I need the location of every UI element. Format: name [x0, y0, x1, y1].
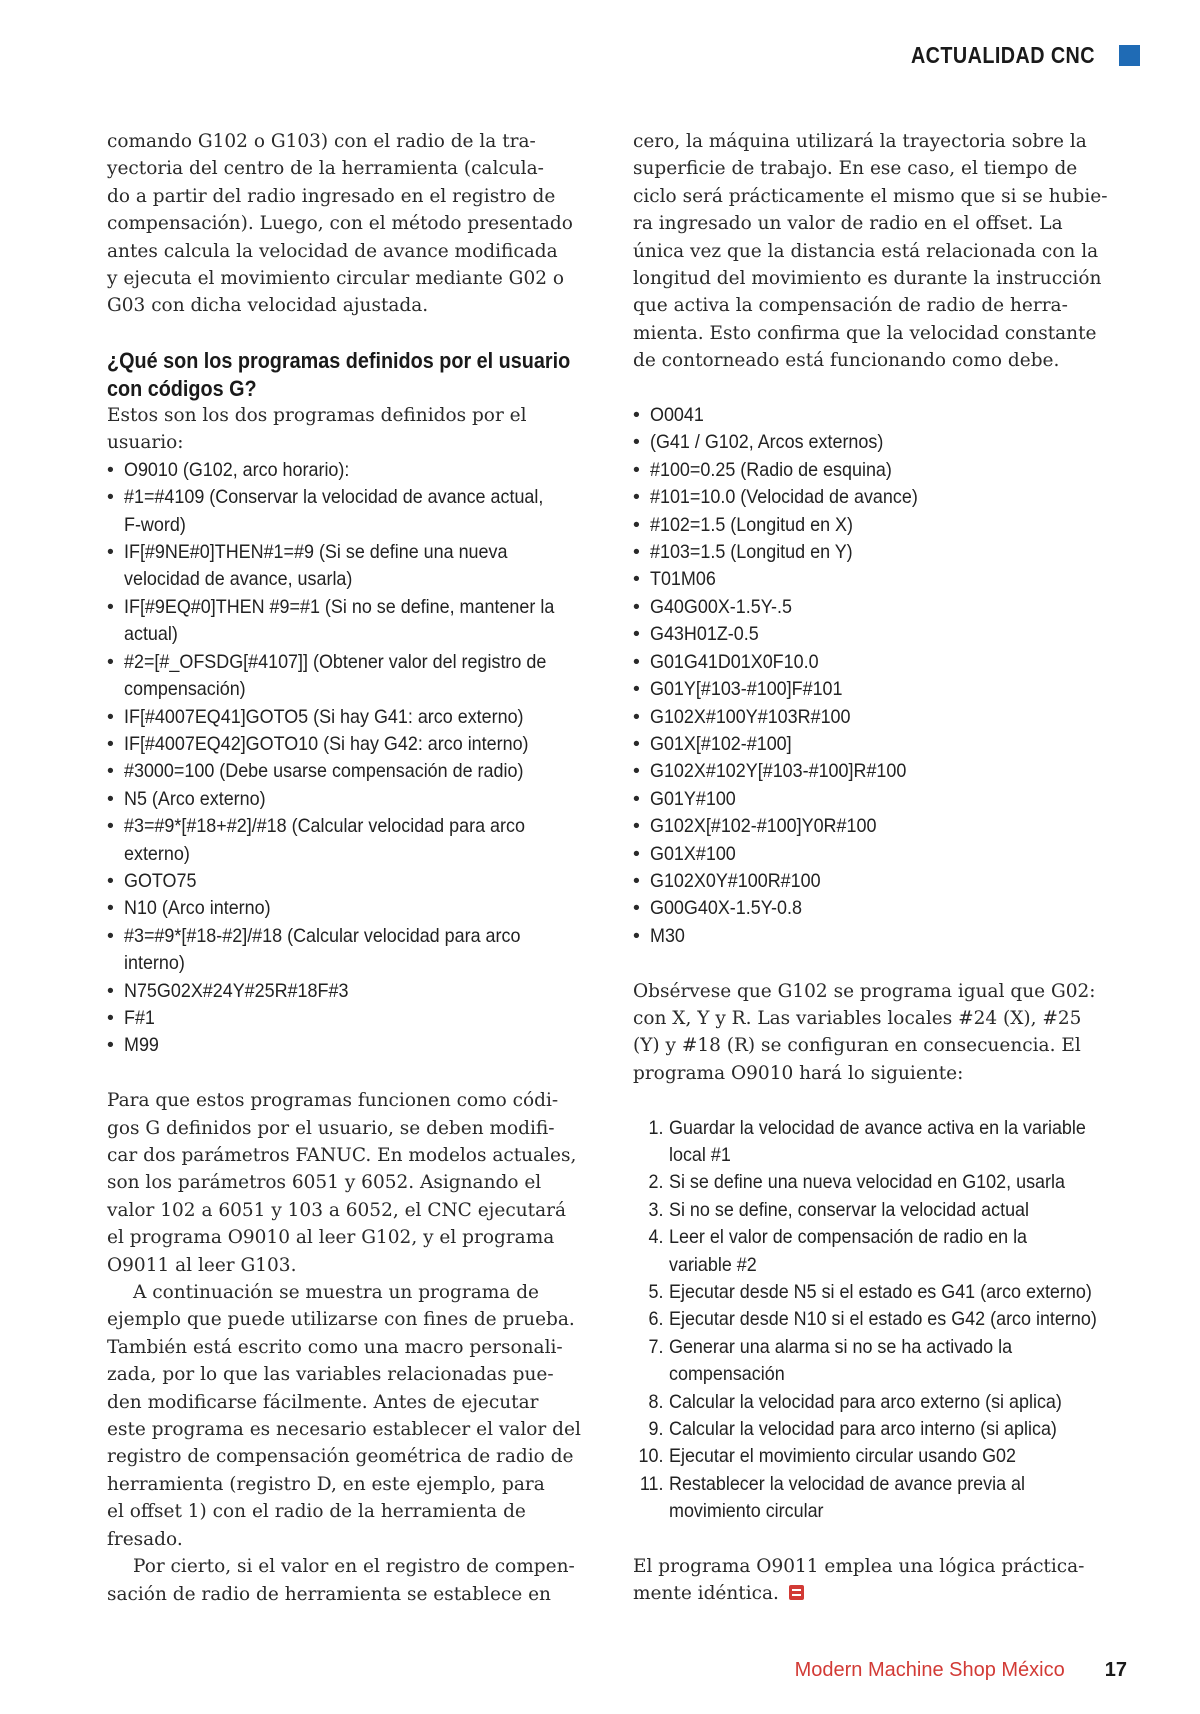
- test-program-list: [633, 402, 1123, 950]
- list-item: 2. Si se define una nueva velocidad en G102, usarla: [648, 1171, 1065, 1194]
- list-item: • #100=0.25 (Radio de esquina): [633, 458, 892, 481]
- list-item: • #101=10.0 (Velocidad de avance): [633, 486, 918, 509]
- text-line: El programa O9011 emplea una lógica práctica-: [633, 1556, 1085, 1578]
- text-line: son los parámetros 6051 y 6052. Asignando el: [107, 1172, 542, 1194]
- text-line: compensación). Luego, con el método presentado: [107, 213, 573, 235]
- text-line: yectoria del centro de la herramienta (calcula-: [107, 158, 544, 180]
- list-item: 8. Calcular la velocidad para arco externo (si aplica): [648, 1390, 1062, 1413]
- steps-list: [633, 1115, 1123, 1526]
- text-line: usuario:: [107, 432, 184, 454]
- heading-line: ¿Qué son los programas definidos por el usuario: [107, 348, 571, 374]
- text-line: También está escrito como una macro personali-: [107, 1336, 563, 1358]
- left-column: [107, 128, 592, 1608]
- list-item: • IF[#9EQ#0]THEN #9=#1 (Si no se define, mantener la actual): [107, 595, 555, 646]
- list-item: • IF[#4007EQ41]GOTO5 (Si hay G41: arco externo): [107, 705, 524, 728]
- list-item: • G102X#102Y[#103-#100]R#100: [633, 760, 907, 783]
- heading-line: con códigos G?: [107, 375, 257, 401]
- offset-paragraph: [107, 1553, 592, 1608]
- list-item: • G102X#100Y#103R#100: [633, 705, 851, 728]
- list-item: • G102X[#102-#100]Y0R#100: [633, 815, 877, 838]
- text-line: y ejecuta el movimiento circular mediante G02 o: [107, 268, 565, 290]
- text-line: den modificarse fácilmente. Antes de ejecutar: [107, 1391, 539, 1413]
- right-column: [633, 128, 1123, 1608]
- text-line: ciclo será prácticamente el mismo que si se hubie-: [633, 185, 1108, 207]
- text-line: (Y) y #18 (R) se configuran en consecuencia. El: [633, 1035, 1081, 1057]
- text-line: única vez que la distancia está relacionada con la: [633, 240, 1099, 262]
- list-item: 10. Ejecutar el movimiento circular usando G02: [638, 1445, 1017, 1468]
- text-line: herramienta (registro D, en este ejemplo, para: [107, 1473, 545, 1495]
- text-line: que activa la compensación de radio de herra-: [633, 295, 1068, 317]
- page-footer: [795, 1659, 1127, 1682]
- list-item: • (G41 / G102, Arcos externos): [633, 431, 884, 454]
- list-item: 5. Ejecutar desde N5 si el estado es G41 (arco externo): [648, 1281, 1092, 1304]
- text-line: longitud del movimiento es durante la instrucción: [633, 268, 1102, 290]
- list-item: 1. Guardar la velocidad de avance activa en la variable local #1: [648, 1116, 1086, 1166]
- text-line: este programa es necesario establecer el valor del: [107, 1419, 581, 1441]
- list-item: • #3=#9*[#18+#2]/#18 (Calcular velocidad para arco externo): [107, 815, 525, 865]
- section-marker: [1119, 45, 1140, 66]
- text-line: G03 con dicha velocidad ajustada.: [107, 295, 429, 317]
- publication-name: Modern Machine Shop México: [794, 1659, 1065, 1681]
- end-of-article-icon: [789, 1585, 804, 1600]
- text-line: mienta. Esto confirma que la velocidad constante: [633, 322, 1097, 344]
- list-item: • #3000=100 (Debe usarse compensación de radio): [107, 760, 524, 783]
- list-item: • #3=#9*[#18-#2]/#18 (Calcular velocidad para arco interno): [107, 924, 521, 975]
- list-item: 9. Calcular la velocidad para arco interno (si aplica): [648, 1418, 1057, 1441]
- section-heading: [107, 347, 592, 402]
- list-item: • #2=[#_OFSDG[#4107]] (Obtener valor del registro de compensación): [107, 650, 547, 701]
- list-item: • #102=1.5 (Longitud en X): [633, 513, 853, 536]
- list-item: 6. Ejecutar desde N10 si el estado es G42 (arco interno): [648, 1308, 1097, 1331]
- list-item: • IF[#4007EQ42]GOTO10 (Si hay G42: arco interno): [107, 732, 529, 755]
- text-line: do a partir del radio ingresado en el registro de: [107, 185, 556, 207]
- list-item: • IF[#9NE#0]THEN#1=#9 (Si se define una nueva velocidad de avance, usarla): [107, 541, 508, 591]
- list-item: • M99: [107, 1034, 159, 1057]
- list-item: • T01M06: [633, 568, 716, 591]
- list-item: • G01X#100: [633, 842, 736, 865]
- text-line: valor 102 a 6051 y 103 a 6052, el CNC ejecutará: [107, 1199, 566, 1221]
- list-item: • N5 (Arco externo): [107, 787, 266, 810]
- text-line: Obsérvese que G102 se programa igual que G02:: [633, 980, 1096, 1002]
- list-item: 3. Si no se define, conservar la velocidad actual: [648, 1198, 1030, 1221]
- list-item: • GOTO75: [107, 869, 197, 892]
- text-line: gos G definidos por el usuario, se deben modifi-: [107, 1117, 555, 1139]
- text-line: de contorneado está funcionando como debe.: [633, 350, 1060, 372]
- list-item: • G01G41D01X0F10.0: [633, 650, 819, 673]
- list-item: • N75G02X#24Y#25R#18F#3: [107, 979, 349, 1002]
- text-line: sación de radio de herramienta se establece en: [107, 1583, 551, 1605]
- parameters-paragraph: [107, 1087, 592, 1279]
- text-line: fresado.: [107, 1528, 183, 1550]
- g102-paragraph: [633, 978, 1123, 1088]
- text-line: ejemplo que puede utilizarse con fines de prueba.: [107, 1309, 575, 1331]
- text-line: ra ingresado un valor de radio en el offset. La: [633, 213, 1063, 235]
- text-line: Estos son los dos programas definidos por el: [107, 405, 527, 427]
- text-line: con X, Y y R. Las variables locales #24 (X), #25: [633, 1007, 1082, 1029]
- list-item: • G40G00X-1.5Y-.5: [633, 595, 792, 618]
- text-line: mente idéntica.: [633, 1580, 1123, 1607]
- text-line: el offset 1) con el radio de la herramienta de: [107, 1501, 526, 1523]
- list-item: • O9010 (G102, arco horario):: [107, 458, 350, 481]
- page-header: [881, 40, 1140, 70]
- list-item: • #103=1.5 (Longitud en Y): [633, 541, 853, 564]
- list-item: • N10 (Arco interno): [107, 897, 271, 920]
- macro-code-list: [107, 457, 592, 1060]
- page-number: 17: [1104, 1659, 1127, 1681]
- text-line: zada, por lo que las variables relacionadas pue-: [107, 1364, 554, 1386]
- list-item: 7. Generar una alarma si no se ha activado la compensación: [648, 1335, 1013, 1386]
- list-item: • G01X[#102-#100]: [633, 732, 792, 755]
- list-item: 11. Restablecer la velocidad de avance previa al movimiento circular: [639, 1472, 1026, 1523]
- list-item: • #1=#4109 (Conservar la velocidad de avance actual, F-word): [107, 486, 544, 536]
- text-line: antes calcula la velocidad de avance modificada: [107, 240, 558, 262]
- list-item: • G102X0Y#100R#100: [633, 869, 821, 892]
- list-item: • G01Y#100: [633, 787, 736, 810]
- section-label: ACTUALIDAD CNC: [910, 41, 1095, 68]
- left-intro: [107, 128, 592, 320]
- text-line: Para que estos programas funcionen como códi-: [107, 1090, 559, 1112]
- list-item: • G01Y[#103-#100]F#101: [633, 678, 843, 701]
- list-item: 4. Leer el valor de compensación de radio en la variable #2: [648, 1226, 1028, 1276]
- text-line: A continuación se muestra un programa de: [133, 1282, 539, 1304]
- list-item: • M30: [633, 924, 685, 947]
- closing-paragraph: [633, 1553, 1123, 1608]
- text-line: car dos parámetros FANUC. En modelos actuales,: [107, 1145, 577, 1166]
- list-item: • O0041: [633, 404, 704, 427]
- list-item: • G00G40X-1.5Y-0.8: [633, 897, 802, 920]
- text-line: Por cierto, si el valor en el registro de compen-: [133, 1556, 575, 1578]
- text-line: programa O9010 hará lo siguiente:: [633, 1062, 964, 1084]
- text-line: cero, la máquina utilizará la trayectoria sobre la: [633, 131, 1087, 152]
- list-item: • F#1: [107, 1006, 155, 1029]
- text-line: el programa O9010 al leer G102, y el programa: [107, 1227, 555, 1249]
- text-line: O9011 al leer G103.: [107, 1254, 297, 1276]
- list-item: • G43H01Z-0.5: [633, 623, 759, 646]
- right-intro: [633, 128, 1123, 375]
- text-line: registro de compensación geométrica de radio de: [107, 1446, 574, 1468]
- example-paragraph: [107, 1279, 592, 1553]
- text-line: superficie de trabajo. En ese caso, el tiempo de: [633, 158, 1078, 180]
- text-line: comando G102 o G103) con el radio de la tra-: [107, 131, 536, 152]
